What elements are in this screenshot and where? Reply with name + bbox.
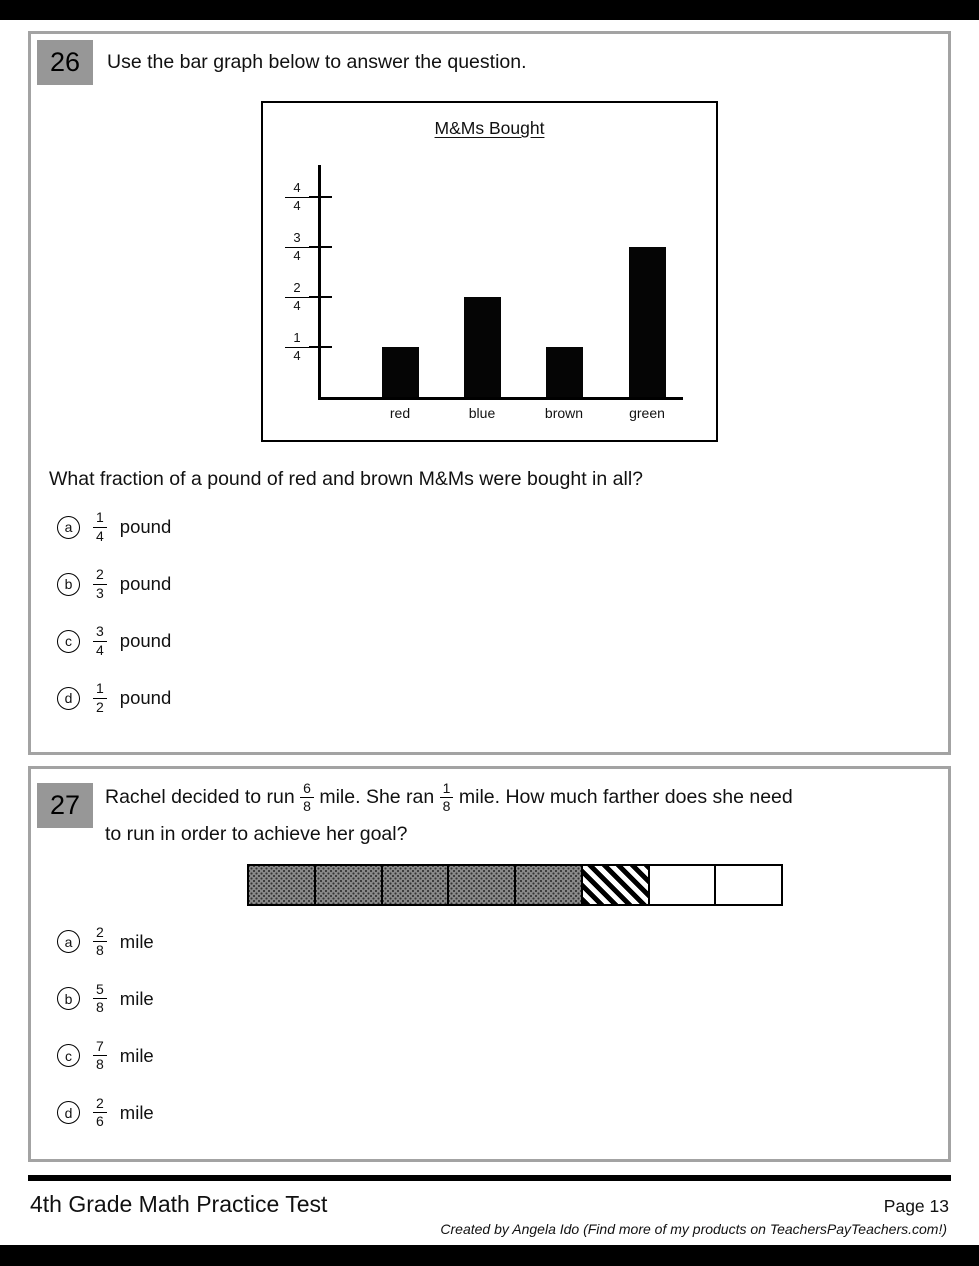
question-27-number-badge: 27 [37, 783, 93, 828]
bar-blue [464, 297, 501, 397]
answer-option-b [57, 979, 948, 1019]
answer-option-c [57, 1036, 948, 1076]
fraction-denominator: 8 [96, 1056, 104, 1073]
answer-option-a [57, 922, 948, 962]
fraction-denominator: 3 [96, 584, 104, 601]
x-axis-label: brown [544, 405, 584, 421]
fraction-denominator: 6 [96, 1113, 104, 1130]
answer-option-c [57, 621, 948, 661]
fraction-denominator: 2 [96, 698, 104, 715]
x-axis-label: red [389, 405, 411, 421]
option-letter: a [57, 516, 80, 539]
question-27-options [57, 922, 948, 1133]
fraction-denominator: 8 [96, 942, 104, 959]
fraction-numerator: 2 [93, 1096, 107, 1113]
fraction-numerator: 2 [93, 567, 107, 584]
prompt-text: Rachel decided to run [105, 786, 295, 809]
option-unit: pound [119, 573, 172, 594]
fraction-denominator: 4 [96, 641, 104, 658]
top-border-bar [0, 0, 979, 20]
document-title: 4th Grade Math Practice Test [30, 1191, 328, 1217]
question-26-prompt: Use the bar graph below to answer the question. [107, 51, 527, 73]
prompt-text: mile. How much farther does she need [458, 786, 793, 809]
x-axis-label: green [629, 405, 665, 421]
option-fraction [93, 1039, 107, 1073]
option-fraction [93, 925, 107, 959]
y-axis-tick-label: $\frac{3}{4}$ [285, 231, 309, 263]
page-number: Page 13 [883, 1196, 949, 1216]
footer [30, 1191, 949, 1218]
question-26-options [57, 507, 948, 718]
answer-option-d [57, 1093, 948, 1133]
option-fraction [93, 567, 107, 601]
fraction-denominator: 8 [442, 798, 451, 815]
x-axis-label: blue [468, 405, 496, 421]
option-unit: mile [119, 987, 154, 1009]
fraction-denominator: 8 [96, 999, 104, 1016]
strip-segment-shaded [249, 866, 316, 904]
option-unit: pound [119, 630, 172, 651]
y-axis-tick [309, 196, 332, 199]
option-fraction [93, 510, 107, 544]
question-26-number-badge: 26 [37, 40, 93, 85]
option-unit: mile [119, 930, 154, 952]
fraction-numerator: 5 [93, 982, 107, 999]
option-fraction [93, 982, 107, 1016]
question-27-prompt-line2: to run in order to achieve her goal? [105, 822, 408, 845]
fraction-numerator: 1 [440, 781, 454, 798]
fraction-numerator: 7 [93, 1039, 107, 1056]
strip-segment-shaded [516, 866, 583, 904]
inline-fraction [300, 781, 314, 815]
fraction-numerator: 1 [93, 681, 107, 698]
fraction-numerator: 3 [93, 624, 107, 641]
fraction-numerator: 1 [93, 510, 107, 527]
bottom-border-bar [0, 1245, 979, 1266]
strip-segment-shaded [449, 866, 516, 904]
option-fraction [93, 1096, 107, 1130]
question-26-text: What fraction of a pound of red and brown M&Ms were bought in all? [49, 468, 643, 490]
fraction-denominator: 8 [303, 798, 311, 815]
strip-segment-striped [583, 866, 650, 904]
y-axis-tick-label: $\frac{4}{4}$ [285, 181, 309, 213]
option-letter: b [57, 573, 80, 596]
y-axis-tick [309, 296, 332, 299]
option-unit: mile [119, 1101, 154, 1123]
chart-title: M&Ms Bought [434, 118, 545, 138]
question-27-box [28, 766, 951, 1162]
option-letter: d [57, 687, 80, 710]
fraction-strip [247, 864, 783, 906]
option-fraction [93, 681, 107, 715]
strip-segment-shaded [316, 866, 383, 904]
y-axis-tick-label: $\frac{2}{4}$ [285, 281, 309, 313]
option-letter: c [57, 1044, 80, 1067]
option-letter: b [57, 987, 80, 1010]
question-26-header [31, 34, 948, 85]
fraction-numerator: 2 [93, 925, 107, 942]
plot-area [293, 165, 683, 421]
answer-option-a [57, 507, 948, 547]
option-unit: pound [119, 687, 172, 708]
fraction-numerator: 6 [300, 781, 314, 798]
fraction-denominator: 4 [96, 527, 104, 544]
strip-segment-shaded [383, 866, 450, 904]
strip-segment-white [716, 866, 781, 904]
bar-green [629, 247, 666, 397]
option-letter: d [57, 1101, 80, 1124]
bar-brown [546, 347, 583, 397]
y-axis-tick [309, 246, 332, 249]
y-axis-tick [309, 346, 332, 349]
option-unit: pound [119, 516, 172, 537]
answer-option-d [57, 678, 948, 718]
option-letter: c [57, 630, 80, 653]
option-letter: a [57, 930, 80, 953]
strip-segment-white [650, 866, 717, 904]
answer-option-b [57, 564, 948, 604]
bar-chart [261, 101, 718, 442]
inline-fraction [440, 781, 454, 815]
option-unit: mile [119, 1044, 154, 1066]
y-axis-tick-label: $\frac{1}{4}$ [285, 331, 309, 363]
option-fraction [93, 624, 107, 658]
author-credit: Created by Angela Ido (Find more of my products on TeachersPayTeachers.com!) [440, 1221, 947, 1237]
question-27-prompt-line1 [31, 769, 948, 820]
footer-divider [28, 1175, 951, 1181]
bar-red [382, 347, 419, 397]
question-26-box [28, 31, 951, 755]
prompt-text: mile. She ran [319, 786, 435, 809]
